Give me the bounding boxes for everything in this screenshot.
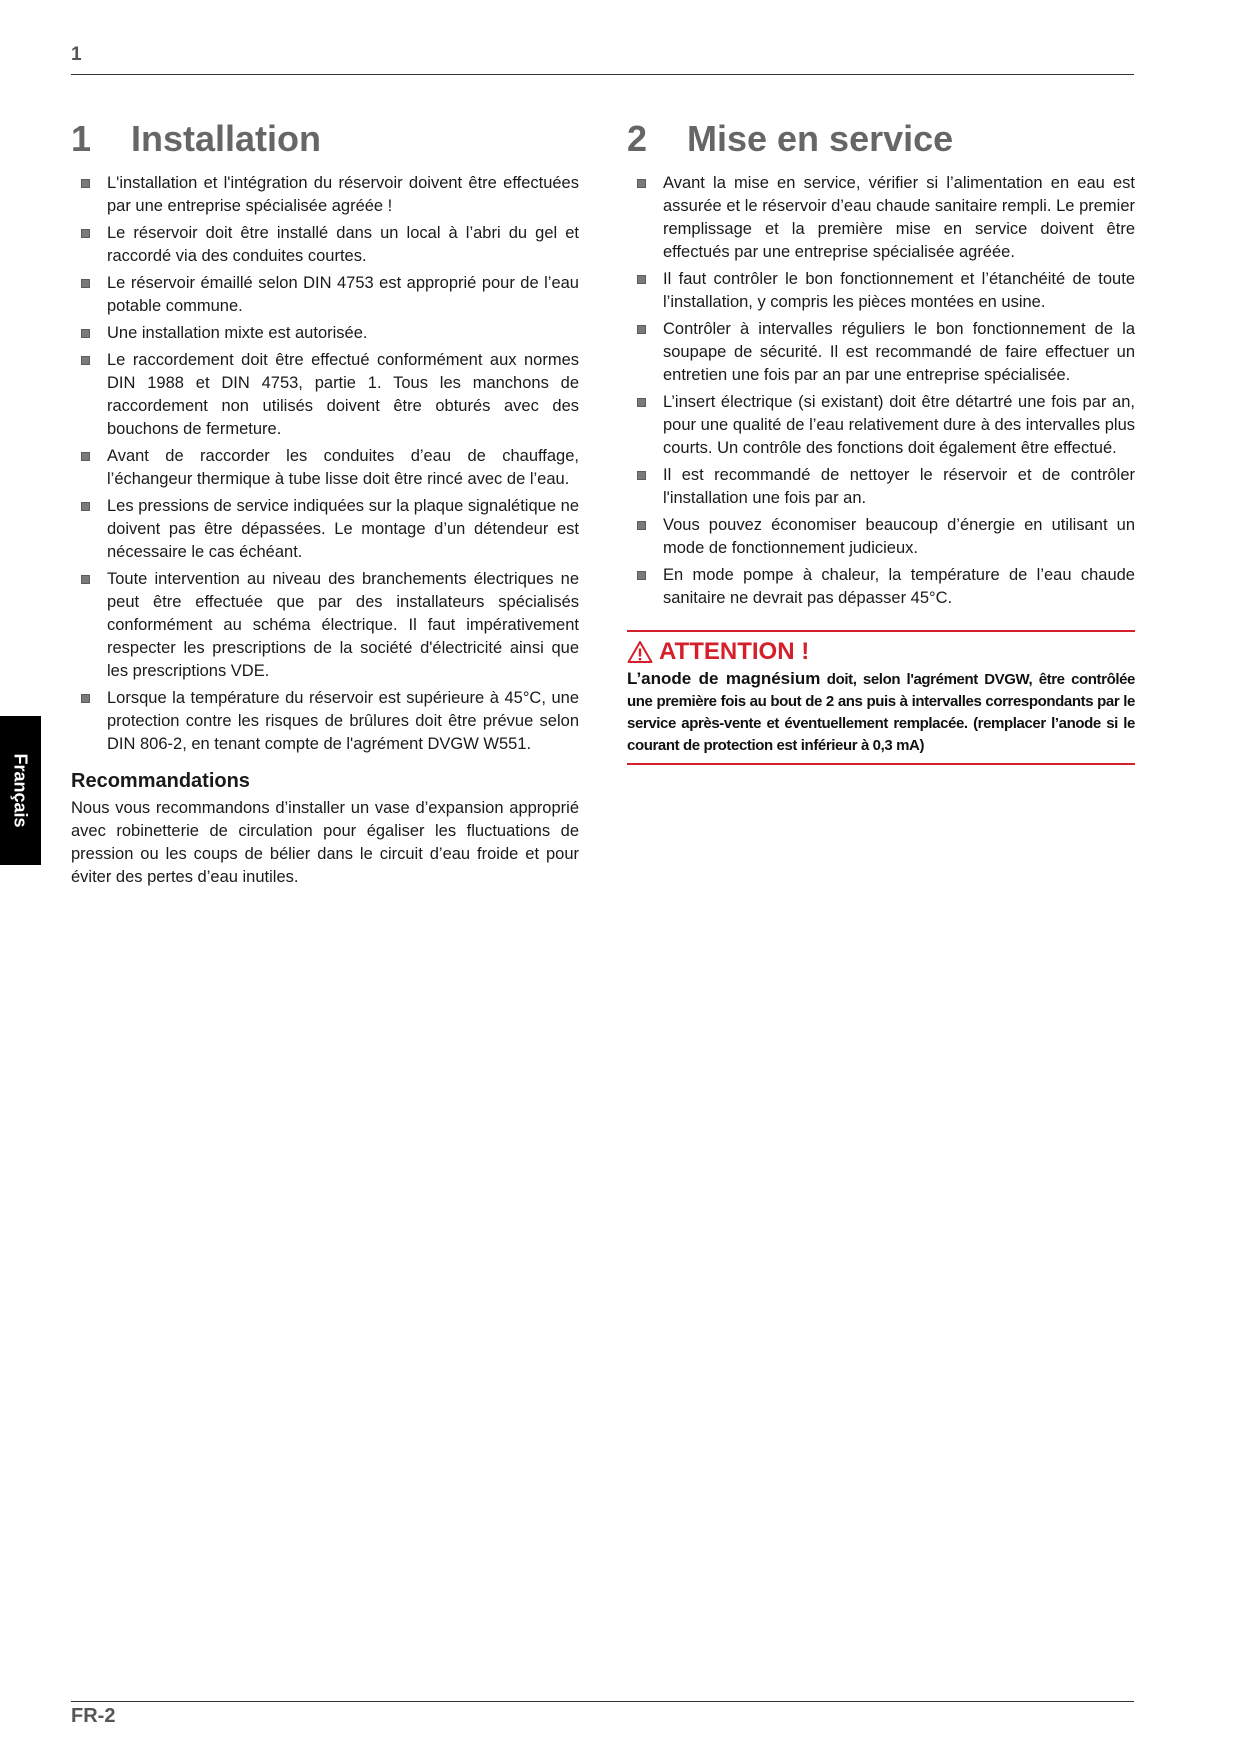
attention-body: doit, selon l'agrément DVGW, être contrôlée une première fois au bout de 2 ans puis à intervalles correspondants par le service après-vente et éventuellement remplacée. (remplacer l’anode si le courant de protection est inférieur à 0,3 mA): [627, 671, 1135, 755]
bullet-square-icon: [637, 398, 646, 407]
bullet-square-icon: [81, 229, 90, 238]
list-item: Il faut contrôler le bon fonctionnement et l’étanchéité de toute l’installation, y compris les pièces montées en usine.: [627, 268, 1135, 314]
recommendations-text: Nous vous recommandons d’installer un vase d’expansion approprié avec robinetterie de circulation pour égaliser les fluctuations de pression ou les coups de bélier dans le circuit d’eau froide et pour éviter des pertes d’eau inutiles.: [71, 799, 579, 887]
list-item: Le réservoir émaillé selon DIN 4753 est approprié pour de l’eau potable commune.: [71, 272, 579, 318]
language-side-tab: [0, 716, 41, 865]
bullet-square-icon: [637, 275, 646, 284]
running-head-chapter: 1: [71, 44, 82, 65]
attention-warning-box: [627, 630, 1135, 765]
attention-title: [627, 638, 1135, 666]
list-item: Vous pouvez économiser beaucoup d’énergie en utilisant un mode de fonctionnement judicieux.: [627, 514, 1135, 560]
section-2-title: Mise en service: [687, 118, 954, 159]
list-item: Le raccordement doit être effectué conformément aux normes DIN 1988 et DIN 4753, partie 1. Tous les manchons de raccordement non utilisés doivent être obturés avec des bouchons de fermeture.: [71, 349, 579, 441]
bullet-square-icon: [81, 179, 90, 188]
list-item: L'installation et l'intégration du réservoir doivent être effectuées par une entreprise spécialisée agréée !: [71, 172, 579, 218]
list-item: Avant la mise en service, vérifier si l’alimentation en eau est assurée et le réservoir d’eau chaude sanitaire rempli. Le premier remplissage et la première mise en service doivent être effectués par une entreprise spécialisée agréée.: [627, 172, 1135, 264]
list-item: L’insert électrique (si existant) doit être détartré une fois par an, pour une qualité de l’eau relativement dure à des intervalles plus courts. Un contrôle des fonctions doit également être effectué.: [627, 391, 1135, 460]
section-1-title: Installation: [131, 118, 322, 159]
list-item: En mode pompe à chaleur, la température de l’eau chaude sanitaire ne devrait pas dépasser 45°C.: [627, 564, 1135, 610]
commissioning-list: [627, 172, 1135, 610]
attention-text: [627, 668, 1135, 757]
side-tab-label: Français: [11, 753, 32, 828]
section-1-number: 1: [71, 118, 92, 159]
section-2-heading: [627, 117, 1135, 160]
list-item: Les pressions de service indiquées sur la plaque signalétique ne doivent pas être dépassées. Le montage d’un détendeur est nécessaire le cas échéant.: [71, 495, 579, 564]
bullet-square-icon: [637, 521, 646, 530]
bullet-square-icon: [81, 694, 90, 703]
header-rule: [71, 74, 1134, 75]
list-item: Avant de raccorder les conduites d’eau de chauffage, l’échangeur thermique à tube lisse doit être rincé avec de l’eau.: [71, 445, 579, 491]
section-2-number: 2: [627, 118, 648, 159]
attention-title-text: ATTENTION !: [659, 638, 810, 666]
section-installation: [71, 117, 579, 889]
bullet-square-icon: [81, 329, 90, 338]
warning-triangle-icon: [627, 640, 653, 664]
bullet-square-icon: [81, 502, 90, 511]
bullet-square-icon: [81, 452, 90, 461]
installation-list: [71, 172, 579, 756]
recommendations-heading: Recommandations: [71, 770, 250, 793]
bullet-square-icon: [81, 575, 90, 584]
footer-page-number: FR-2: [71, 1705, 116, 1727]
list-item: Contrôler à intervalles réguliers le bon fonctionnement de la soupape de sécurité. Il est recommandé de faire effectuer un entretien une fois par an par une entreprise spécialisée.: [627, 318, 1135, 387]
bullet-square-icon: [637, 179, 646, 188]
list-item: Toute intervention au niveau des branchements électriques ne peut être effectuée que par des installateurs spécialisés conformément au schéma électrique. Il faut impérativement respecter les prescriptions de la société d'électricité ainsi que les prescriptions VDE.: [71, 568, 579, 683]
bullet-square-icon: [637, 471, 646, 480]
bullet-square-icon: [637, 325, 646, 334]
bullet-square-icon: [637, 571, 646, 580]
section-1-heading: [71, 117, 579, 160]
bullet-square-icon: [81, 279, 90, 288]
attention-lead: L’anode de magnésium: [627, 669, 821, 689]
list-item: Une installation mixte est autorisée.: [71, 322, 579, 345]
footer-rule: [71, 1701, 1134, 1702]
list-item: Il est recommandé de nettoyer le réservoir et de contrôler l'installation une fois par an.: [627, 464, 1135, 510]
section-mise-en-service: [627, 117, 1135, 765]
list-item: Le réservoir doit être installé dans un local à l’abri du gel et raccordé via des conduites courtes.: [71, 222, 579, 268]
bullet-square-icon: [81, 356, 90, 365]
list-item: Lorsque la température du réservoir est supérieure à 45°C, une protection contre les risques de brûlures doit être prévue selon DIN 806-2, en tenant compte de l'agrément DVGW W551.: [71, 687, 579, 756]
